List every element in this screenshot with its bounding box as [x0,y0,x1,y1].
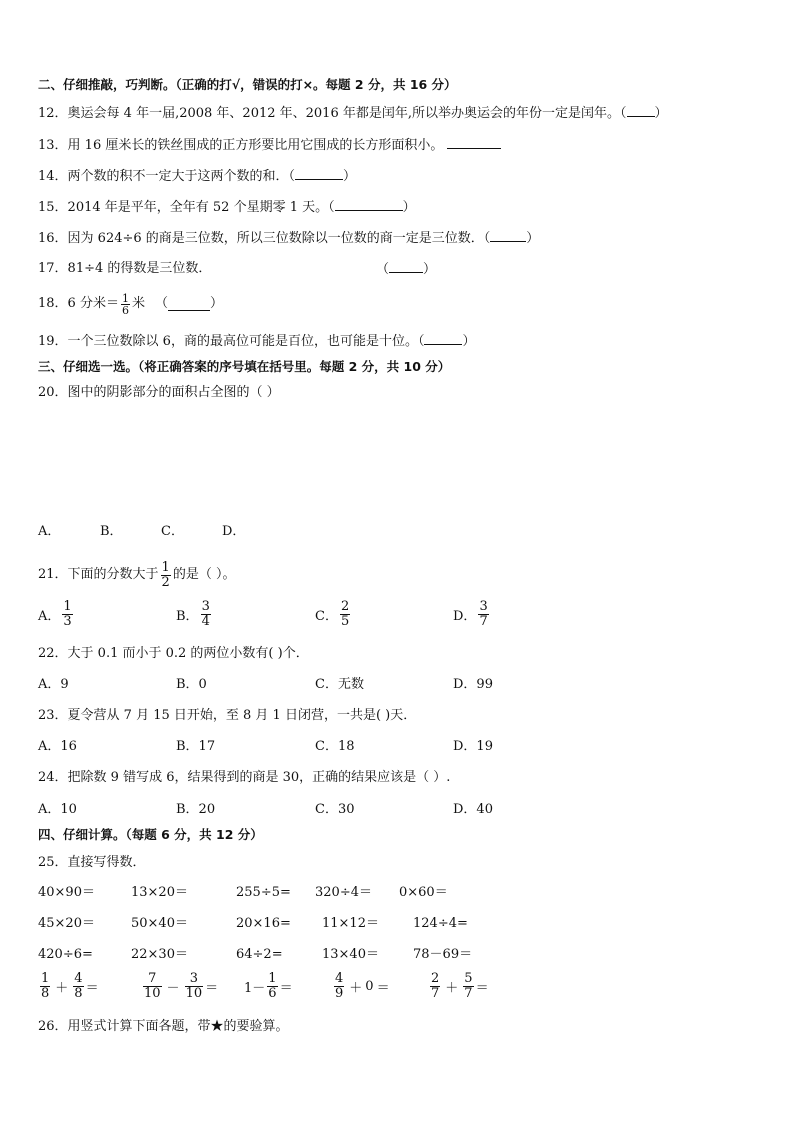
question-13 [38,136,501,155]
question-17-text: 17．81÷4 的得数是三位数． [38,261,212,276]
question-12 [38,104,668,123]
calc-item: 40×90＝ [38,885,95,900]
q22-option-c[interactable]: C．无数 [315,677,364,692]
q23-option-a[interactable]: A．16 [38,739,77,754]
q21-option-c[interactable]: C． $\frac{2}{5}$ [315,599,350,629]
calc-fraction-item: $\frac{1}{8}$ ＋ $\frac{4}{8}$ ＝ [41,971,99,1001]
question-19 [38,332,475,351]
answer-blank-19[interactable] [424,332,462,345]
calc-item: 420÷6= [38,947,93,962]
question-15 [38,198,416,217]
calc-fraction-item: $\frac{4}{9}$ ＋ 0 ＝ [335,971,390,1001]
question-23: 23．夏令营从 7 月 15 日开始，至 8 月 1 日闭营，一共是( )天． [38,708,417,723]
question-15-text: 15．2014 年是平年，全年有 52 个星期零 1 天。（ [38,200,335,215]
q20-option-b[interactable]: B． [100,524,123,539]
calc-item: 50×40＝ [131,916,188,931]
question-16-close: ） [526,231,540,246]
answer-blank-14[interactable] [295,167,343,180]
q23-option-d[interactable]: D．19 [453,739,493,754]
calc-fraction-item: 1－ $\frac{1}{6}$ ＝ [244,971,293,1001]
q23-option-b[interactable]: B．17 [176,739,216,754]
calc-item: 45×20＝ [38,916,95,931]
calc-item: 11×12＝ [322,916,379,931]
question-16-text: 16．因为 624÷6 的商是三位数，所以三位数除以一位数的商一定是三位数．（ [38,231,491,246]
question-22: 22．大于 0.1 而小于 0.2 的两位小数有( )个． [38,646,309,661]
calc-fraction-item: $\frac{7}{10}$ － $\frac{3}{10}$ ＝ [144,971,219,1001]
calc-item: 78－69＝ [413,947,473,962]
question-20: 20．图中的阴影部分的面积占全图的（ ） [38,385,280,400]
q22-option-b[interactable]: B．0 [176,677,207,692]
calc-item: 22×30＝ [131,947,188,962]
q24-option-c[interactable]: C．30 [315,802,355,817]
question-16 [38,229,539,248]
section-3-header: 三、仔细选一选。（将正确答案的序号填在括号里。每题 2 分，共 10 分） [38,359,451,374]
question-26: 26．用竖式计算下面各题，带★的要验算。 [38,1019,289,1034]
question-14-text: 14．两个数的积不一定大于这两个数的和．（ [38,169,296,184]
q22-option-d[interactable]: D．99 [453,677,493,692]
question-14 [38,167,356,186]
calc-item: 0×60＝ [399,885,448,900]
question-18-text: 18．6 分米＝ [38,296,119,311]
q24-option-b[interactable]: B．20 [176,802,216,817]
answer-blank-18[interactable] [168,298,210,311]
calc-fraction-item: $\frac{2}{7}$ ＋ $\frac{5}{7}$ ＝ [431,971,489,1001]
fraction-one-sixth: $\frac{1}{6}$ [121,291,129,317]
answer-blank-16[interactable] [490,229,526,242]
question-17 [38,260,211,278]
question-14-close: ） [343,169,357,184]
question-17-answer: （ ） [376,262,437,277]
question-13-text: 13．用 16 厘米长的铁丝围成的正方形要比用它围成的长方形面积小。 [38,138,444,153]
fraction-one-half: $\frac{1}{2}$ [161,559,170,590]
q21-option-b[interactable]: B． $\frac{3}{4}$ [176,599,210,629]
q20-option-c[interactable]: C． [161,524,184,539]
calc-item: 13×20＝ [131,885,188,900]
answer-blank-15[interactable] [335,198,403,211]
question-21: 21．下面的分数大于 $\frac{1}{2}$ 的是（ ）。 [38,559,236,590]
answer-blank-12[interactable] [627,104,655,117]
q24-option-a[interactable]: A．10 [38,802,77,817]
calc-item: 13×40＝ [322,947,379,962]
q20-option-a[interactable]: A． [38,524,61,539]
calc-item: 20×16= [236,916,291,931]
question-15-close: ） [402,200,416,215]
section-4-header: 四、仔细计算。（每题 6 分，共 12 分） [38,827,263,842]
calc-item: 320÷4＝ [315,885,372,900]
q24-option-d[interactable]: D．40 [453,802,493,817]
q21-option-d[interactable]: D． $\frac{3}{7}$ [453,599,488,629]
calc-item: 255÷5= [236,885,291,900]
q23-option-c[interactable]: C．18 [315,739,355,754]
question-12-close: ） [654,106,668,121]
question-19-text: 19．一个三位数除以 6，商的最高位可能是百位，也可能是十位。（ [38,334,425,349]
q20-option-d[interactable]: D． [222,524,246,539]
question-18: 18．6 分米＝ $\frac{1}{6}$ 米 （ ） [38,289,223,319]
question-24: 24．把除数 9 错写成 6，结果得到的商是 30，正确的结果应该是（ ）. [38,770,451,785]
calc-item: 124÷4= [413,916,468,931]
section-2-header: 二、仔细推敲，巧判断。（正确的打√，错误的打×。每题 2 分，共 16 分） [38,77,457,92]
answer-blank-17[interactable] [389,260,423,273]
answer-blank-13[interactable] [447,136,501,149]
q22-option-a[interactable]: A．9 [38,677,69,692]
question-12-text: 12．奥运会每 4 年一届,2008 年、2012 年、2016 年都是闰年,所以举办奥运会的年份一定是闰年。（ [38,106,627,121]
calc-item: 64÷2= [236,947,283,962]
question-25: 25．直接写得数． [38,855,146,870]
question-19-close: ） [462,334,476,349]
q21-option-a[interactable]: A． $\frac{1}{3}$ [38,599,72,629]
